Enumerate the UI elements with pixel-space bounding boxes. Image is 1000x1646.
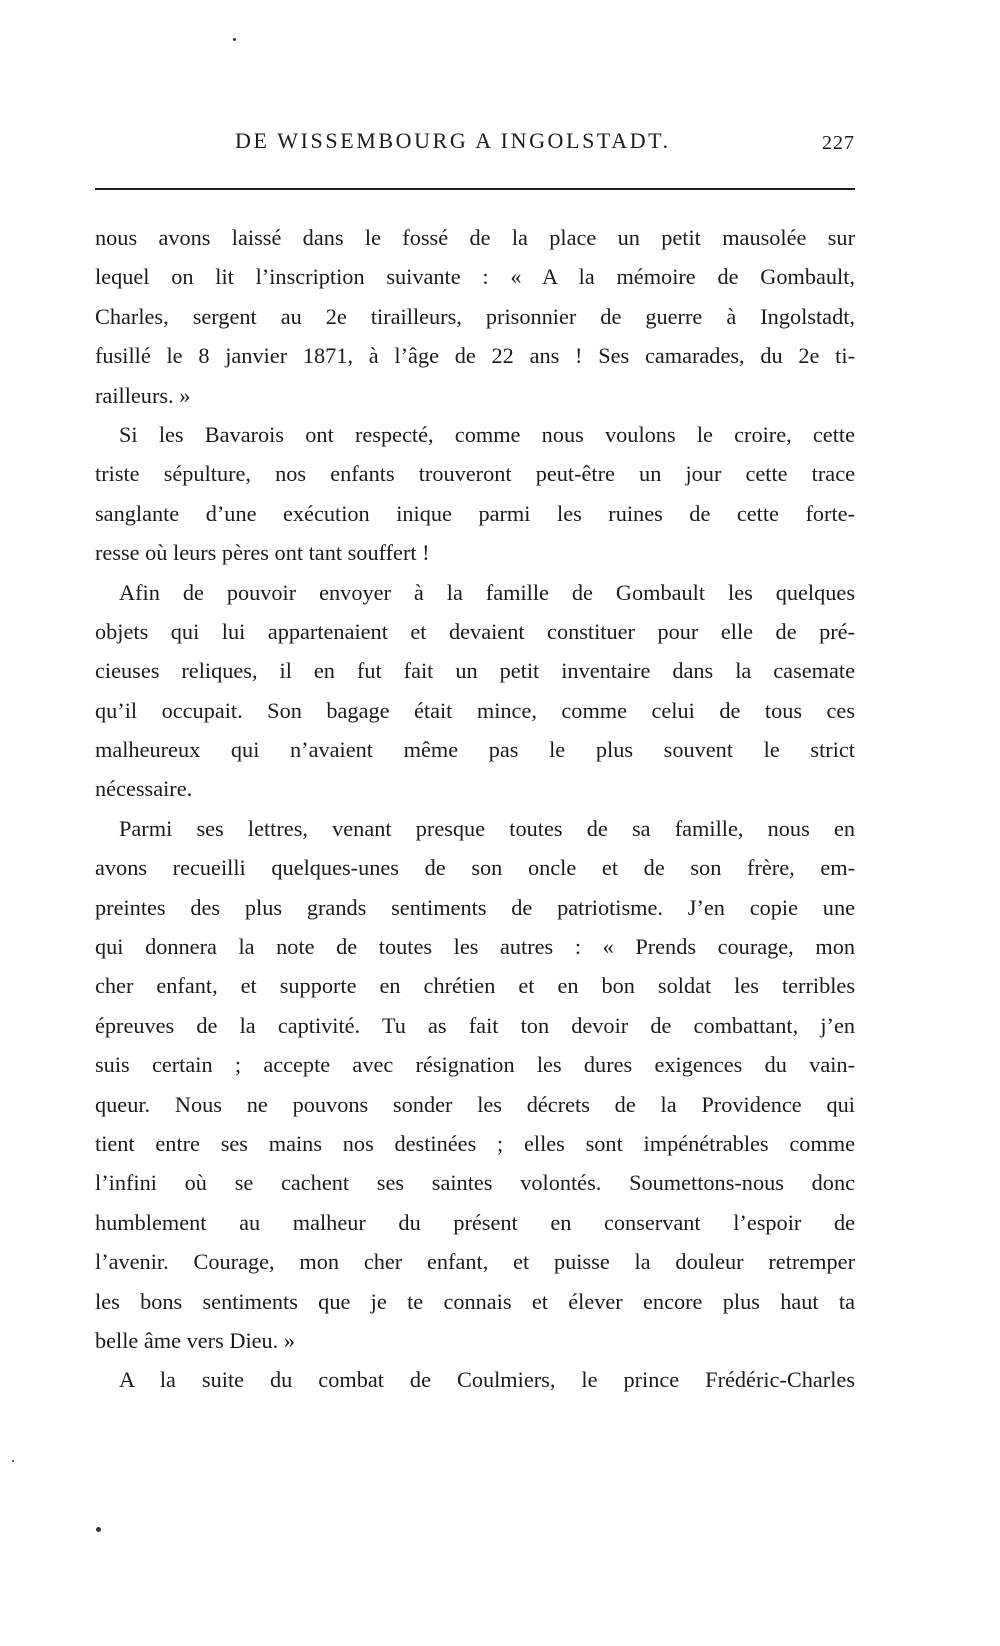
text-line: triste sépulture, nos enfants trouveront peut-être un jour cette trace [95, 461, 855, 487]
text-line: preintes des plus grands sentiments de patriotisme. J’en copie une [95, 894, 855, 920]
text-line: cher enfant, et supporte en chrétien et en bon soldat les terribles [95, 973, 855, 999]
text-line: resse où leurs pères ont tant souffert ! [95, 540, 430, 566]
text-line: belle âme vers Dieu. » [95, 1327, 295, 1353]
text-line: objets qui lui appartenaient et devaient constituer pour elle de pré- [95, 618, 855, 644]
text-line: nous avons laissé dans le fossé de la place un petit mausolée sur [95, 225, 855, 250]
scan-speck [12, 1460, 14, 1462]
scan-speck [96, 1527, 101, 1532]
text-line: malheureux qui n’avaient même pas le plus souvent le strict [95, 737, 855, 763]
text-line: humblement au malheur du présent en conservant l’espoir de [95, 1209, 855, 1235]
body-text [95, 218, 855, 1400]
text-line: Charles, sergent au 2e tirailleurs, prisonnier de guerre à Ingolstadt, [95, 303, 855, 329]
scan-speck [233, 38, 236, 41]
text-line: railleurs. » [95, 382, 191, 408]
running-header [95, 128, 855, 168]
text-line: fusillé le 8 janvier 1871, à l’âge de 22 ans ! Ses camarades, du 2e ti- [95, 343, 855, 369]
text-line: Parmi ses lettres, venant presque toutes de sa famille, nous en [119, 815, 855, 841]
text-line: nécessaire. [95, 776, 193, 802]
text-line: épreuves de la captivité. Tu as fait ton devoir de combattant, j’en [95, 1012, 855, 1038]
text-line: lequel on lit l’inscription suivante : « A la mémoire de Gombault, [95, 264, 855, 290]
text-line: qu’il occupait. Son bagage était mince, comme celui de tous ces [95, 697, 855, 723]
text-line: Afin de pouvoir envoyer à la famille de Gombault les quelques [119, 579, 855, 605]
text-line: l’infini où se cachent ses saintes volontés. Soumettons-nous donc [95, 1170, 855, 1196]
text-line: sanglante d’une exécution inique parmi les ruines de cette forte- [95, 500, 855, 526]
text-line: qui donnera la note de toutes les autres : « Prends courage, mon [95, 934, 855, 960]
text-line: Si les Bavarois ont respecté, comme nous voulons le croire, cette [119, 421, 855, 447]
text-line: tient entre ses mains nos destinées ; elles sont impénétrables comme [95, 1130, 855, 1156]
page-number: 227 [822, 132, 855, 154]
running-title: DE WISSEMBOURG A INGOLSTADT. [235, 128, 671, 153]
text-line: les bons sentiments que je te connais et élever encore plus haut ta [95, 1288, 855, 1314]
header-rule [95, 188, 855, 190]
text-line: l’avenir. Courage, mon cher enfant, et puisse la douleur retremper [95, 1249, 855, 1275]
text-line: avons recueilli quelques-unes de son oncle et de son frère, em- [95, 855, 855, 881]
text-line: queur. Nous ne pouvons sonder les décrets de la Providence qui [95, 1091, 855, 1117]
text-line: cieuses reliques, il en fut fait un petit inventaire dans la casemate [95, 658, 855, 684]
text-line: A la suite du combat de Coulmiers, le prince Frédéric-Charles [119, 1367, 855, 1393]
text-line: suis certain ; accepte avec résignation les dures exigences du vain- [95, 1052, 855, 1078]
